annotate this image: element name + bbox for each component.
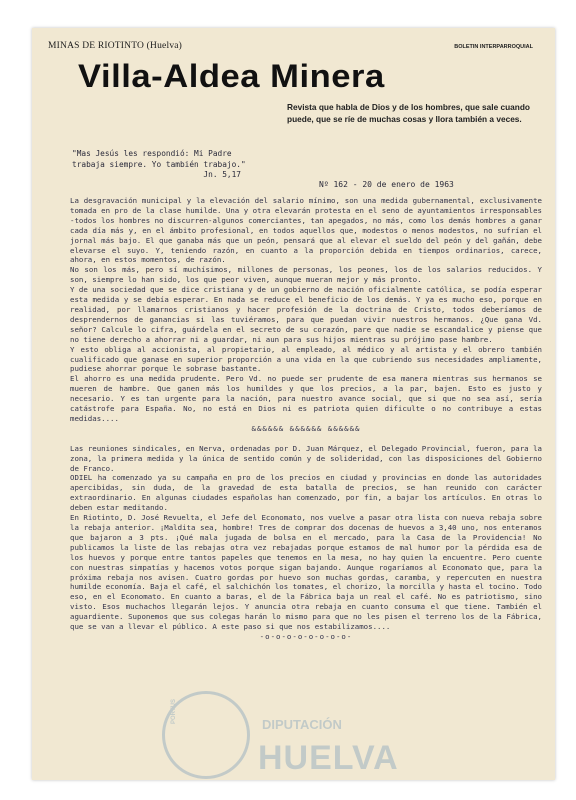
section-separator: &&&&&& &&&&&& &&&&&& bbox=[251, 423, 361, 433]
paragraph: ODIEL ha comenzado ya su campaña en pro de los precios en ciudad y provincias en donde las autoridades apercibidas, sin duda, de la gravedad de esta batalla de precios, se han reunido con carácter extraordinario. En algunas ciudades españolas han comenzado, por fin, a bajar los artículos. En otras lo deben estar meditando. bbox=[70, 473, 542, 513]
paragraph: Las reuniones sindicales, en Nerva, ordenadas por D. Juan Márquez, el Delegado Provincial, fueron, para la zona, la primera medida y la única de sentido común y de solideridad, con las disposiciones del Gobierno de Franco. bbox=[70, 443, 542, 473]
article-body bbox=[70, 196, 542, 642]
seal-icon bbox=[162, 691, 250, 779]
page-title: Villa-Aldea Minera bbox=[78, 58, 385, 94]
issue-number-date: Nº 162 - 20 de enero de 1963 bbox=[319, 180, 454, 189]
masthead-tagline: Revista que habla de Dios y de los hombres, que sale cuando puede, que se ríe de muchas cosas y llora también a veces. bbox=[287, 102, 530, 124]
seal-text: PORTUS bbox=[171, 698, 177, 724]
paragraph: En Riotinto, D. José Revuelta, el Jefe del Economato, nos vuelve a pasar otra lista con nueva rebaja sobre la rebaja anterior. ¡Maldita sea, hombre! Tres de comprar dos docenas de huevos a 3,40 uno, nos enteramos que bajaron a 3 pts. ¡Qué mala jugada de bolsa en el mercado, para la Casa de la Providencia! No publicamos la liste de las rebajas otra vez rebajadas porque estamos de mal humor por la pérdida esa de los huevos y porque entre tantos papeles que tenemos en la mesa, no hay quien la encuentre. Pero cuente con nuestras simpatías y hacemos votos porque sigan bajando. Aunque rogaríamos al Economato que, para la próxima rebaja nos avisen. Cuatro gordas por huevo son muchas gordas, caramba, y repercuten en nuestra humilde economía. Baja el café, el salchichón los tomates, el chorizo, la morcilla y hasta el tocino. Todo eso, en el Economato. En cuanto a baras, el de la Fábrica baja un real el café. No es patriotismo, sino visto. Esos muchachos llegarán lejos. Y anuncia otra rebaja en cuanto consuma el que tiene. También el aguardiente. Suponemos que sus colegas harán lo mismo para que no les pisen el terreno los de la Fábrica, que se van a llevar el público. A este paso si que nos estabilizamos.... bbox=[70, 513, 542, 632]
paragraph: Y esto obliga al accionista, al propietario, al empleado, al médico y al artista y el obrero también cualificado que ganase en superior proporción a una vida en la que cubriendo sus necesidades ampliamente, pudiese ahorrar porque le sobrase bastante. bbox=[70, 344, 542, 374]
spacer bbox=[70, 434, 542, 444]
watermark-subtitle: DIPUTACIÓN bbox=[262, 717, 342, 732]
archive-watermark bbox=[162, 691, 462, 779]
paragraph: Y de una sociedad que se dice cristiana y de un gobierno de nación oficialmente católica, se podía esperar esta medida y se debía esperar. En nada se reduce el beneficio de los demás. Y ya es mucho eso, porque en realidad, por llamarnos cristianos y hacer profesión de la doctrina de Cristo, todos deberíamos de desprendernos de ganancias si las tuviéramos, para que puedan vivir nuestros hermanos. ¿Que gana Vd. señor? Calcule lo cifra, guárdela en el secreto de su corazón, pare que nadie se escandalice y piense que no tiene derecho a ahorrar ni a guardar, ni aun para sus hijos mientras su prójimo pase hambre. bbox=[70, 285, 542, 344]
document-sheet bbox=[32, 28, 555, 780]
paragraph: El ahorro es una medida prudente. Pero Vd. no puede ser prudente de esa manera mientras sus hermanos se mueren de hambre. Que ganen más los humildes y que los precios, a la par, bajen. Esto es justo y necesario. Y es tan urgente para la nación, para nuestro avance social, que si que no sea así, sería catástrofe para España. No, no está en Dios ni es patriota quien dificulte o no contribuye a estas medidas.... bbox=[70, 374, 542, 423]
watermark-word: HUELVA bbox=[258, 739, 399, 777]
masthead-bulletin: BOLETIN INTERPARROQUIAL bbox=[454, 44, 533, 50]
masthead-location: MINAS DE RIOTINTO (Huelva) bbox=[48, 41, 183, 51]
epigraph-quote: "Mas Jesús les respondió: Mi Padre trabaja siempre. Yo también trabajo." Jn. 5,17 bbox=[72, 149, 246, 179]
paragraph: La desgravación municipal y la elevación del salario mínimo, son una medida gubernamental, exclusivamente tomada en pro de la clase humilde. Una y otra elevarán protesta en el seno de ayuntamientos irresponsables -todos los hombres no discurren-algunos comerciantes, tan apegados, no más, como los demás hombres a ganar cada día más y, en el ámbito profesional, en todos aquellos que, modestos o menos modestos, no sufrían el jornal más bajo. El que ganaba más que un peón, pensará que al elevar el sueldo del peón y del gañán, debe elevarse el suyo. Y, teniendo razón, en cuanto a la proporción debida en tiempos ordinarios, carece, ahora, en estos momentos, de razón. bbox=[70, 196, 542, 265]
closing-separator: -o-o-o-o-o-o-o-o- bbox=[259, 631, 353, 641]
paragraph: No son los más, pero sí muchísimos, millones de personas, los peones, los de los salarios reducidos. Y son, siempre lo han sido, los que peor viven, aunque mueran mejor y más pronto. bbox=[70, 265, 542, 285]
